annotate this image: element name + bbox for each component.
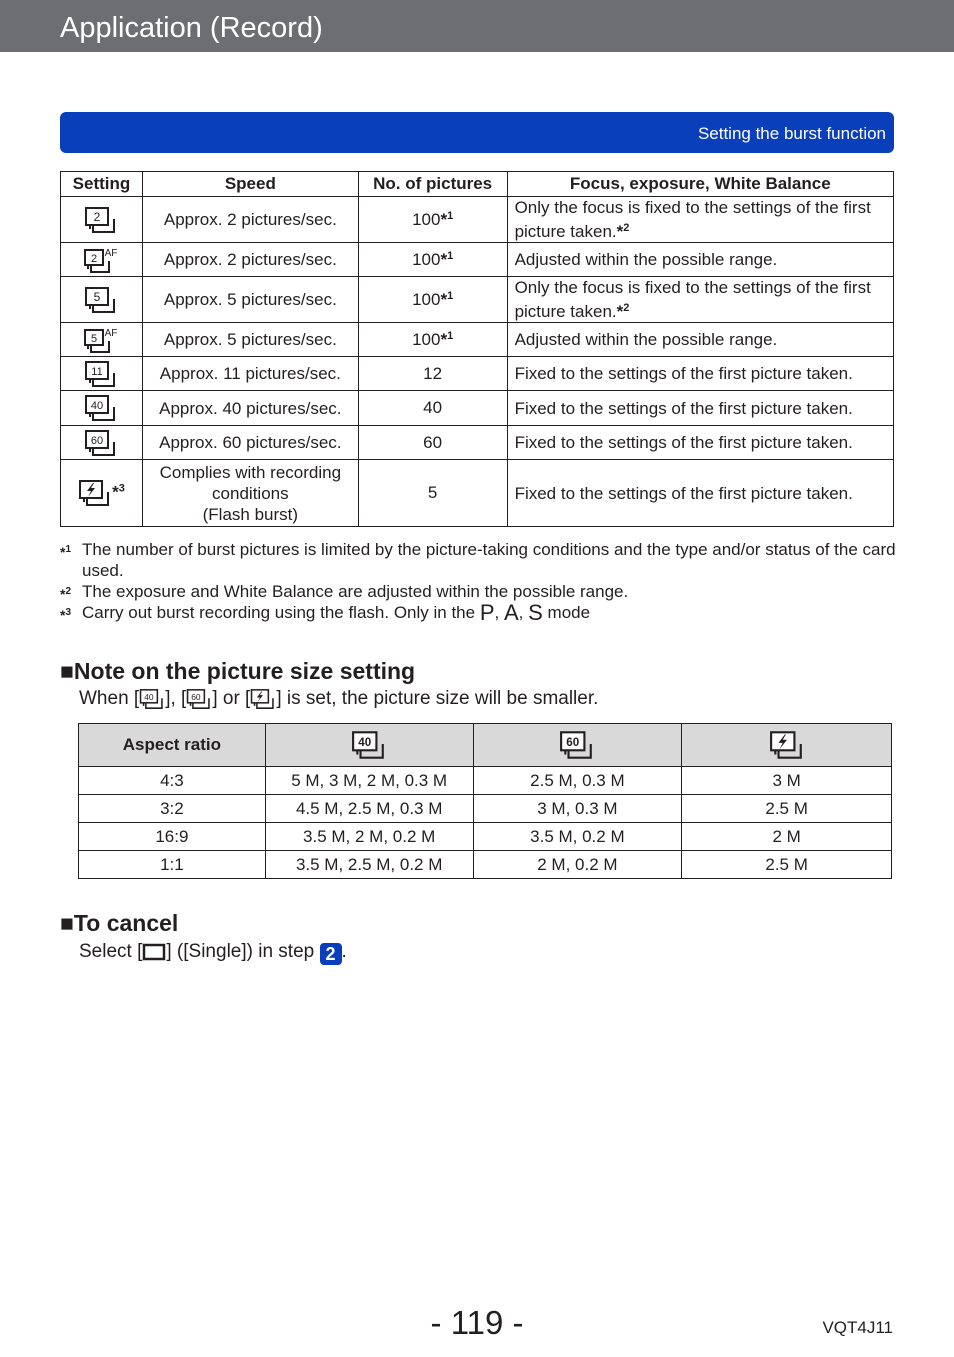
- speed-cell: Approx. 5 pictures/sec.: [142, 277, 358, 323]
- size-cell: 3.5 M, 0.2 M: [473, 823, 682, 851]
- focus-cell: Adjusted within the possible range.: [507, 323, 893, 357]
- setting-cell: [61, 357, 143, 391]
- setting-cell: [61, 277, 143, 323]
- table-row: [79, 767, 892, 795]
- burst-5-icon: [84, 286, 118, 314]
- speed-cell: Approx. 5 pictures/sec.: [142, 323, 358, 357]
- table-row: [61, 391, 894, 426]
- setting-cell: [61, 426, 143, 460]
- column-header-speed: Speed: [142, 172, 358, 197]
- svg-text:40: 40: [358, 736, 372, 750]
- header-bar: [0, 0, 954, 52]
- speed-cell: Approx. 2 pictures/sec.: [142, 197, 358, 243]
- column-header-focus: Focus, exposure, White Balance: [507, 172, 893, 197]
- focus-cell: Fixed to the settings of the first picture taken.: [507, 391, 893, 426]
- section-bar: [60, 112, 894, 153]
- pictures-cell: 100*$^1$: [358, 197, 507, 243]
- speed-cell: Approx. 11 pictures/sec.: [142, 357, 358, 391]
- burst-40-icon: [139, 688, 165, 710]
- table-row: [61, 357, 894, 391]
- svg-text:AF: AF: [105, 327, 118, 339]
- footnotes: [60, 539, 896, 623]
- burst-5af-icon: [83, 326, 119, 354]
- aspect-cell: 1:1: [79, 851, 266, 879]
- burst-60-icon: [186, 688, 212, 710]
- document-code: VQT4J11: [822, 1318, 893, 1337]
- size-cell: 2 M, 0.2 M: [473, 851, 682, 879]
- table-row: [79, 823, 892, 851]
- table-row: [79, 851, 892, 879]
- setting-cell: [61, 323, 143, 357]
- table-row: [61, 277, 894, 323]
- mode-a: A: [503, 600, 519, 625]
- focus-cell: Adjusted within the possible range.: [507, 243, 893, 277]
- size-cell: 3.5 M, 2 M, 0.2 M: [265, 823, 473, 851]
- svg-text:40: 40: [91, 400, 104, 412]
- flash-burst-icon: [78, 479, 112, 507]
- pictures-cell: 100*$^1$: [358, 323, 507, 357]
- svg-text:40: 40: [144, 691, 154, 702]
- focus-cell: Fixed to the settings of the first picture taken.: [507, 460, 893, 527]
- section-label: Setting the burst function: [697, 124, 886, 143]
- aspect-cell: 3:2: [79, 795, 266, 823]
- burst-2-icon: [84, 206, 118, 234]
- burst-60-icon: [559, 730, 595, 760]
- svg-text:60: 60: [566, 736, 580, 750]
- footnote-3: *$^3$ Carry out burst recording using the flash. Only in the P, A, S mode: [60, 600, 591, 625]
- focus-cell: Only the focus is fixed to the settings of the first picture taken.*$^2$: [507, 197, 893, 243]
- note-text: When [ 40 ], [ 60 ] or [ ] is set, the picture size will be smaller.: [79, 688, 599, 710]
- single-shot-icon: [142, 943, 166, 961]
- svg-text:60: 60: [91, 434, 104, 447]
- setting-cell: *$^3$: [61, 460, 143, 527]
- size-cell: 2 M: [682, 823, 892, 851]
- burst-11-icon: [84, 360, 118, 388]
- setting-cell: [61, 391, 143, 426]
- page-title: Application (Record): [60, 12, 323, 44]
- table-row: [61, 323, 894, 357]
- aspect-cell: 4:3: [79, 767, 266, 795]
- flash-burst-icon: [250, 688, 276, 710]
- speed-cell: Approx. 60 pictures/sec.: [142, 426, 358, 460]
- focus-cell: Fixed to the settings of the first picture taken.: [507, 357, 893, 391]
- setting-cell: [61, 243, 143, 277]
- table-header-row: [79, 724, 892, 767]
- pictures-cell: 100*$^1$: [358, 277, 507, 323]
- footnote-1: *$^1$ The number of burst pictures is limited by the picture-taking conditions and the type and/or status of the card used.: [60, 540, 896, 580]
- speed-cell: Approx. 40 pictures/sec.: [142, 391, 358, 426]
- size-cell: 3 M: [682, 767, 892, 795]
- footnote-2: *$^2$ The exposure and White Balance are adjusted within the possible range.: [60, 582, 629, 602]
- svg-text:2: 2: [91, 252, 98, 265]
- cancel-heading: ■To cancel: [60, 910, 179, 936]
- page-number: - 119 -: [430, 1304, 524, 1341]
- table-row: [61, 197, 894, 243]
- picture-size-table: [78, 723, 892, 879]
- step-badge: 2: [320, 943, 342, 965]
- table-row: [61, 460, 894, 527]
- column-header-60: [473, 724, 682, 767]
- table-row: [61, 243, 894, 277]
- size-cell: 2.5 M: [682, 795, 892, 823]
- setting-cell: [61, 197, 143, 243]
- cancel-text: Select [ ] ([Single]) in step 2 .: [79, 941, 347, 964]
- flash-burst-icon: [769, 730, 805, 760]
- pictures-cell: 12: [358, 357, 507, 391]
- mode-s: S: [528, 600, 543, 625]
- table-header-row: [61, 172, 894, 197]
- column-header-aspect-ratio: Aspect ratio: [79, 724, 266, 767]
- size-cell: 3 M, 0.3 M: [473, 795, 682, 823]
- pictures-cell: 40: [358, 391, 507, 426]
- column-header-pictures: No. of pictures: [358, 172, 507, 197]
- svg-text:60: 60: [191, 691, 201, 702]
- burst-40-icon: [351, 730, 387, 760]
- burst-60-icon: [84, 429, 118, 457]
- size-cell: 5 M, 3 M, 2 M, 0.3 M: [265, 767, 473, 795]
- speed-cell: Complies with recording conditions (Flash burst): [142, 460, 358, 527]
- svg-text:5: 5: [91, 332, 98, 345]
- table-row: [79, 795, 892, 823]
- speed-cell: Approx. 2 pictures/sec.: [142, 243, 358, 277]
- pictures-cell: 60: [358, 426, 507, 460]
- size-cell: 2.5 M, 0.3 M: [473, 767, 682, 795]
- focus-cell: Fixed to the settings of the first picture taken.: [507, 426, 893, 460]
- svg-text:AF: AF: [105, 247, 118, 259]
- pictures-cell: 100*$^1$: [358, 243, 507, 277]
- column-header-flash-burst: [682, 724, 892, 767]
- pictures-cell: 5: [358, 460, 507, 527]
- column-header-40: [265, 724, 473, 767]
- size-cell: 4.5 M, 2.5 M, 0.3 M: [265, 795, 473, 823]
- mode-p: P: [479, 600, 495, 625]
- size-cell: 2.5 M: [682, 851, 892, 879]
- burst-2af-icon: [83, 246, 119, 274]
- size-cell: 3.5 M, 2.5 M, 0.2 M: [265, 851, 473, 879]
- svg-text:2: 2: [94, 209, 101, 224]
- aspect-cell: 16:9: [79, 823, 266, 851]
- burst-settings-table: [60, 171, 894, 527]
- focus-cell: Only the focus is fixed to the settings of the first picture taken.*$^2$: [507, 277, 893, 323]
- note-heading: ■Note on the picture size setting: [60, 658, 416, 684]
- column-header-setting: Setting: [61, 172, 143, 197]
- svg-text:11: 11: [91, 365, 104, 378]
- table-row: [61, 426, 894, 460]
- svg-text:5: 5: [94, 289, 101, 304]
- burst-40-icon: [84, 394, 118, 422]
